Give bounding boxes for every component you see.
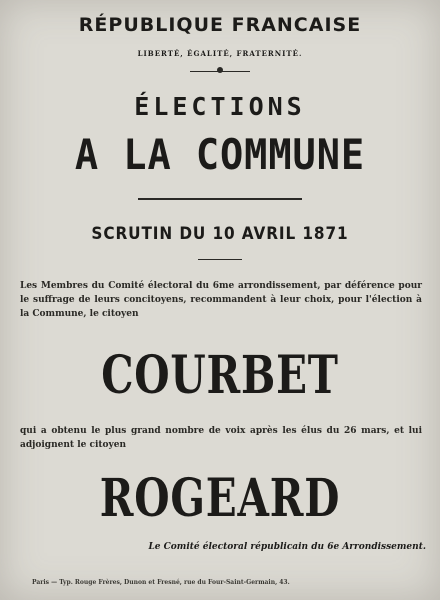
adjoin-text: qui a obtenu le plus grand nombre de voix après les élus du 26 mars, et lui adjoignent le citoyen bbox=[20, 426, 422, 450]
divider-main bbox=[138, 198, 302, 200]
divider-ornament bbox=[217, 67, 223, 73]
ballot-date: SCRUTIN DU 10 AVRIL 1871 bbox=[91, 224, 349, 244]
commune-heading: A LA COMMUNE bbox=[74, 130, 366, 179]
candidate-courbet: COURBET bbox=[101, 345, 339, 406]
candidate-rogeard: ROGEARD bbox=[99, 468, 341, 529]
elections-heading: ÉLECTIONS bbox=[134, 92, 306, 121]
motto: LIBERTÉ, ÉGALITÉ, FRATERNITÉ. bbox=[137, 49, 303, 58]
divider-short bbox=[198, 259, 242, 260]
recommendation-text: Les Membres du Comité électoral du 6me arrondissement, par déférence pour le suffrage de leurs concitoyens, recommandent à leur choix, pour l'élection à la Commune, le citoyen bbox=[20, 281, 422, 319]
republique-heading: RÉPUBLIQUE FRANCAISE bbox=[78, 14, 362, 36]
committee-signature: Le Comité électoral républicain du 6e Arrondissement. bbox=[148, 542, 426, 552]
printer-imprint: Paris — Typ. Rouge Frères, Dunon et Fresné, rue du Four-Saint-Germain, 43. bbox=[32, 579, 290, 586]
